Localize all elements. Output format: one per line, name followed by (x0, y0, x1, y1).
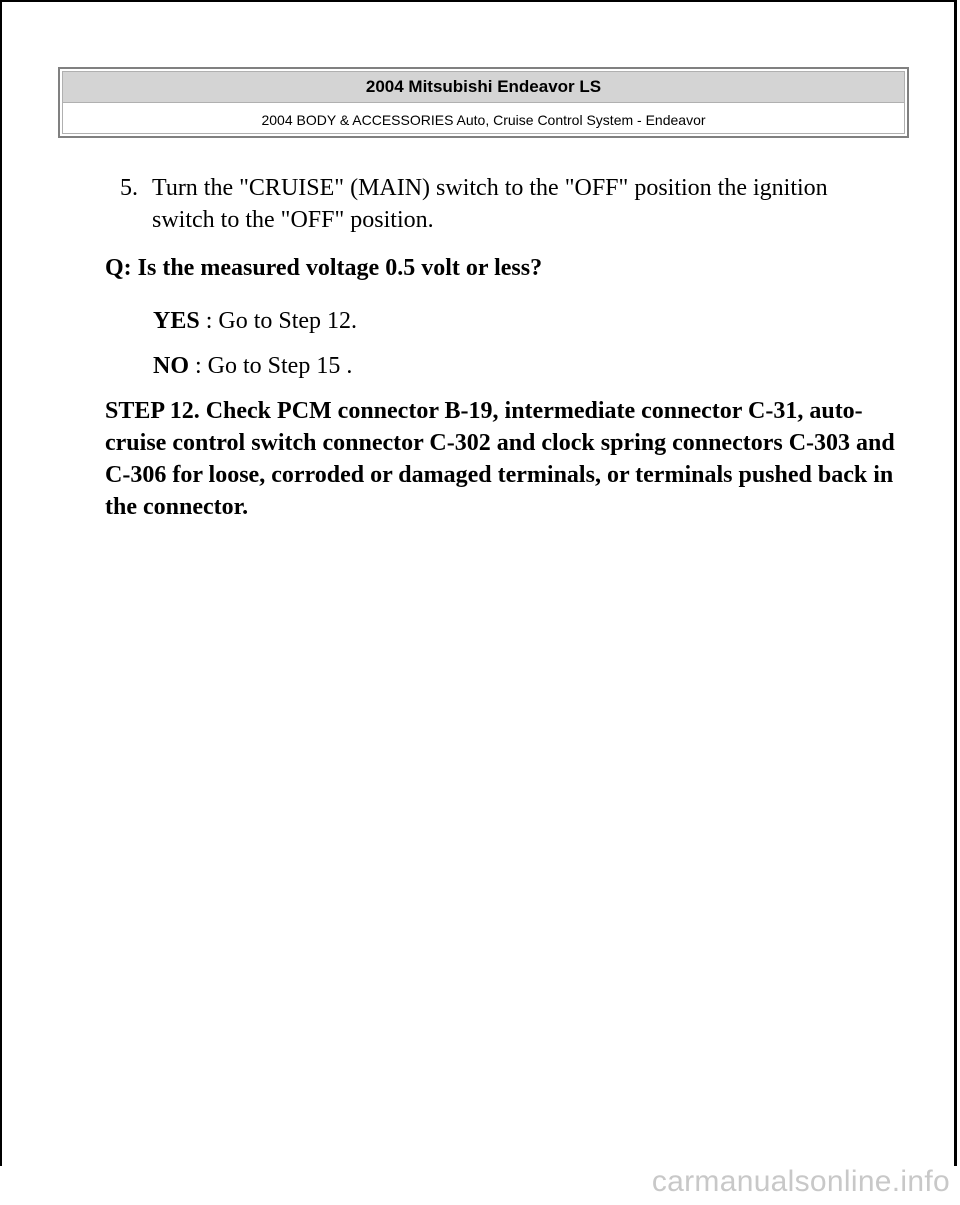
answer-yes-text: : Go to Step 12. (199, 308, 358, 334)
step-text: Turn the "CRUISE" (MAIN) switch to the "OFF" position the ignition switch to the "OFF" position. (152, 175, 828, 233)
numbered-step (120, 172, 890, 236)
answer-yes (153, 305, 357, 337)
answer-yes-label: YES (153, 308, 200, 334)
answer-no-text: : Go to Step 15 . (189, 353, 353, 379)
document-header (58, 67, 909, 138)
step-heading: STEP 12. Check PCM connector B-19, intermediate connector C-31, auto-cruise control switch connector C-302 and clock spring connectors C-303 and C-306 for loose, corroded or damaged terminals, or terminals pushed back in the connector. (105, 398, 895, 520)
site-watermark: carmanualsonline.info (651, 1165, 950, 1198)
header-subtitle: 2004 BODY & ACCESSORIES Auto, Cruise Control System - Endeavor (261, 112, 706, 128)
step-number: 5. (120, 175, 138, 201)
header-title: 2004 Mitsubishi Endeavor LS (63, 72, 904, 103)
answer-no (153, 350, 352, 382)
question-text: Q: Is the measured voltage 0.5 volt or less? (105, 255, 543, 281)
answer-no-label: NO (153, 353, 189, 379)
